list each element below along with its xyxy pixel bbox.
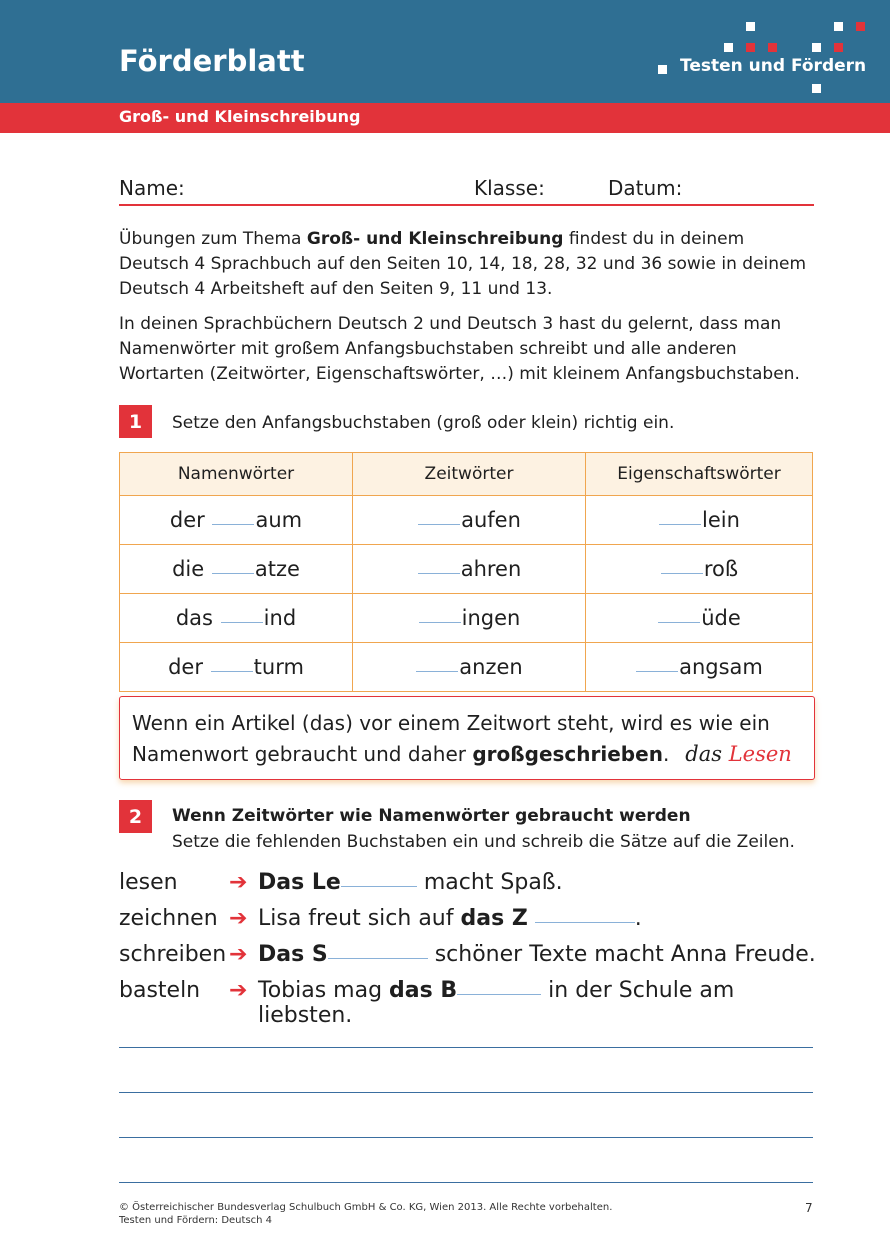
rule-text-part: Namenwort gebraucht und daher <box>132 742 473 766</box>
series-name: Testen und Fördern: Deutsch 4 <box>119 1215 273 1226</box>
rule-text <box>132 708 812 770</box>
intro-bold: Groß- und Kleinschreibung <box>306 229 564 249</box>
exercise-row <box>119 870 819 906</box>
table-cell <box>353 643 586 692</box>
sentence-part: Tobias mag <box>258 978 390 1003</box>
rule-line-1: Wenn ein Artikel (das) vor einem Zeitwort steht, wird es wie ein <box>132 711 770 735</box>
klasse-label: Klasse: <box>474 176 545 200</box>
brand-name: Testen und Fördern <box>680 56 867 76</box>
fill-blank[interactable] <box>661 572 703 574</box>
exercise-verb: zeichnen <box>119 906 218 931</box>
table-cell <box>120 496 353 545</box>
name-label: Name: <box>119 176 185 200</box>
writing-line[interactable] <box>119 1137 813 1138</box>
intro-paragraph-1 <box>119 227 819 302</box>
exercise-sentence <box>258 906 642 931</box>
task2-title: Wenn Zeitwörter wie Namenwörter gebraucht werden <box>172 806 691 826</box>
word-fragment: angsam <box>679 655 763 679</box>
intro-text: findest du in deinem Deutsch 4 Sprachbuch auf den Seiten 10, 14, 18, 28, 32 und 36 sowie in deinem Deutsch 4 Arbeitsheft auf den Seiten 9, 11 und 13. <box>119 229 807 299</box>
rule-bold: großgeschrieben <box>472 742 663 766</box>
writing-line[interactable] <box>119 1092 813 1093</box>
fill-blank[interactable] <box>221 621 263 623</box>
column-header: Namenwörter <box>120 453 353 496</box>
word-fragment: aufen <box>461 508 521 532</box>
fill-blank[interactable] <box>636 670 678 672</box>
task1-instruction: Setze den Anfangsbuchstaben (groß oder klein) richtig ein. <box>172 413 675 433</box>
table-row <box>120 496 813 545</box>
fill-blank[interactable] <box>416 670 458 672</box>
logo-square <box>812 43 821 52</box>
exercise-sentence <box>258 870 563 895</box>
task2-instruction: Setze die fehlenden Buchstaben ein und schreib die Sätze auf die Zeilen. <box>172 832 795 852</box>
writing-line[interactable] <box>119 1182 813 1183</box>
fill-blank[interactable] <box>212 572 254 574</box>
datum-label: Datum: <box>608 176 683 200</box>
fill-blank[interactable] <box>419 621 461 623</box>
fill-blank[interactable] <box>659 523 701 525</box>
exercise-sentence <box>258 942 816 967</box>
sentence-bold: Das Le <box>258 870 341 895</box>
fill-blank[interactable] <box>212 523 254 525</box>
rule-line-2 <box>132 739 812 770</box>
word-fragment: atze <box>254 557 300 581</box>
sentence-bold: das B <box>389 978 458 1003</box>
article: die <box>172 557 205 581</box>
logo-square <box>834 43 843 52</box>
word-fragment: ahren <box>460 557 522 581</box>
logo-square <box>834 22 843 31</box>
table-cell <box>586 594 813 643</box>
logo-square <box>856 22 865 31</box>
table-cell <box>120 643 353 692</box>
arrow-icon: ➔ <box>229 870 248 895</box>
page-number: 7 <box>805 1201 813 1215</box>
fill-blank[interactable] <box>418 523 460 525</box>
table-cell <box>353 594 586 643</box>
sentence-part: in der Schule am liebsten. <box>258 978 735 1028</box>
logo-square <box>768 43 777 52</box>
exercise-verb: schreiben <box>119 942 227 967</box>
arrow-icon: ➔ <box>229 942 248 967</box>
fill-blank[interactable] <box>341 885 417 887</box>
table-cell <box>586 496 813 545</box>
sentence-bold: Das S <box>258 942 328 967</box>
table-row <box>120 643 813 692</box>
word-fragment: anzen <box>459 655 523 679</box>
logo-square <box>658 65 667 74</box>
footer <box>119 1201 612 1227</box>
logo-square <box>746 22 755 31</box>
exercise-row <box>119 906 819 942</box>
word-fragment: roß <box>703 557 739 581</box>
sentence-part: . <box>634 906 642 931</box>
table-row <box>120 594 813 643</box>
word-fragment: lein <box>702 508 740 532</box>
example-word: Lesen <box>728 742 792 766</box>
table-cell <box>120 545 353 594</box>
exercise-verb: lesen <box>119 870 178 895</box>
sentence-part: Lisa freut sich auf <box>258 906 461 931</box>
fill-blank[interactable] <box>211 670 253 672</box>
table-cell <box>353 545 586 594</box>
table-header-row <box>120 453 813 496</box>
logo-square <box>724 43 733 52</box>
table-cell <box>586 643 813 692</box>
sentence-part: macht Spaß. <box>423 870 563 895</box>
table-cell <box>586 545 813 594</box>
word-fragment: ingen <box>461 606 521 630</box>
name-underline <box>119 204 814 206</box>
fill-blank[interactable] <box>658 621 700 623</box>
page-subtitle: Groß- und Kleinschreibung <box>119 107 361 126</box>
exercise-row <box>119 978 819 1028</box>
rule-text-part: . <box>662 742 670 766</box>
article: der <box>168 655 203 679</box>
word-fragment: aum <box>255 508 303 532</box>
copyright: © Österreichischer Bundesverlag Schulbuch GmbH & Co. KG, Wien 2013. Alle Rechte vorbehalten. <box>119 1202 613 1213</box>
page-title: Förderblatt <box>119 44 305 78</box>
intro-paragraph-2: In deinen Sprachbüchern Deutsch 2 und Deutsch 3 hast du gelernt, dass man Namenwörter mit großem Anfangsbuchstaben schreibt und alle anderen Wortarten (Zeitwörter, Eigenschaftswörter, …) mit kleinem Anfangsbuchstaben. <box>119 314 800 384</box>
arrow-icon: ➔ <box>229 906 248 931</box>
arrow-icon: ➔ <box>229 978 248 1003</box>
article: das <box>175 606 213 630</box>
word-table <box>119 452 813 692</box>
name-row <box>119 176 814 202</box>
fill-blank[interactable] <box>328 957 428 959</box>
word-fragment: turm <box>253 655 304 679</box>
intro-text: Übungen zum Thema <box>119 229 307 249</box>
word-fragment: üde <box>701 606 741 630</box>
example-article: das <box>685 742 723 766</box>
exercise-sentence <box>258 978 819 1028</box>
table-cell <box>353 496 586 545</box>
handwritten-example <box>685 742 792 766</box>
exercise-row <box>119 942 819 978</box>
column-header: Eigenschaftswörter <box>586 453 813 496</box>
table-cell <box>120 594 353 643</box>
logo-square <box>812 84 821 93</box>
column-header: Zeitwörter <box>353 453 586 496</box>
sentence-bold: das Z <box>460 906 528 931</box>
task-number-1: 1 <box>119 405 152 438</box>
word-fragment: ind <box>263 606 297 630</box>
writing-line[interactable] <box>119 1047 813 1048</box>
logo-square <box>746 43 755 52</box>
fill-blank[interactable] <box>535 921 635 923</box>
article: der <box>169 508 205 532</box>
sentence-part: schöner Texte macht Anna Freude. <box>434 942 816 967</box>
exercise-verb: basteln <box>119 978 201 1003</box>
task-number-2: 2 <box>119 800 152 833</box>
fill-blank[interactable] <box>457 993 541 995</box>
fill-blank[interactable] <box>418 572 460 574</box>
table-row <box>120 545 813 594</box>
